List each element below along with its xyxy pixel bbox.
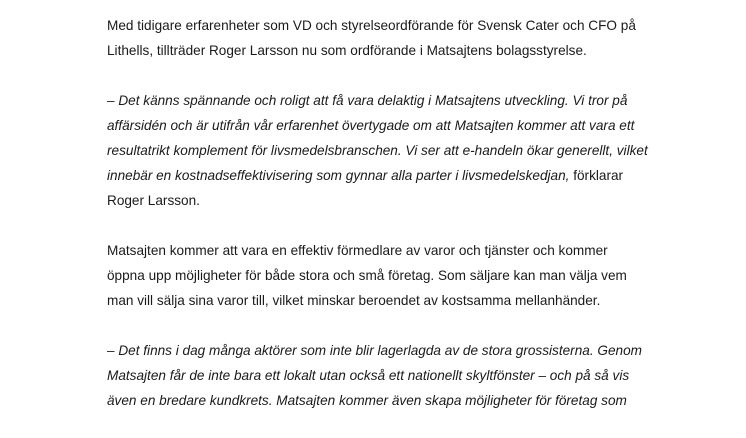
text-line: Lithells, tillträder Roger Larsson nu som ordförande i Matsajtens bolagsstyrelse. <box>107 43 587 58</box>
quote-line-mixed <box>107 163 737 188</box>
quote-line: affärsidén och är utifrån vår erfarenhet övertygade om att Matsajten kommer att vara ett <box>107 118 635 133</box>
document-page <box>107 13 737 438</box>
text-line: öppna upp möjligheter för både stora och små företag. Som säljare kan man välja vem <box>107 268 627 283</box>
quote-text-italic: innebär en kostnadseffektivisering som gynnar alla parter i livsmedelskedjan, <box>107 168 570 183</box>
text-line: man vill sälja sina varor till, vilket minskar beroendet av kostsamma mellanhänder. <box>107 293 601 308</box>
attribution-line: Roger Larsson. <box>107 193 200 208</box>
paragraph-quote-actors <box>107 338 737 413</box>
quote-line: – Det känns spännande och roligt att få vara delaktig i Matsajtens utveckling. Vi tror på <box>107 93 628 108</box>
text-line: Matsajten kommer att vara en effektiv förmedlare av varor och tjänster och kommer <box>107 243 608 258</box>
quote-line: även en bredare kundkrets. Matsajten kommer även skapa möjligheter för företag som <box>107 393 627 408</box>
paragraph-matsajten-role <box>107 238 737 313</box>
quote-line: resultatrikt komplement för livsmedelsbranschen. Vi ser att e-handeln ökar generellt, vilket <box>107 143 648 158</box>
attribution-text: förklarar <box>569 168 624 183</box>
quote-line: Matsajten får de inte bara ett lokalt utan också ett nationellt skyltfönster – och på så vis <box>107 368 630 383</box>
paragraph-intro <box>107 13 737 63</box>
paragraph-quote-larsson <box>107 88 737 213</box>
quote-line: – Det finns i dag många aktörer som inte blir lagerlagda av de stora grossisterna. Genom <box>107 343 642 358</box>
text-line: Med tidigare erfarenheter som VD och styrelseordförande för Svensk Cater och CFO på <box>107 18 636 33</box>
